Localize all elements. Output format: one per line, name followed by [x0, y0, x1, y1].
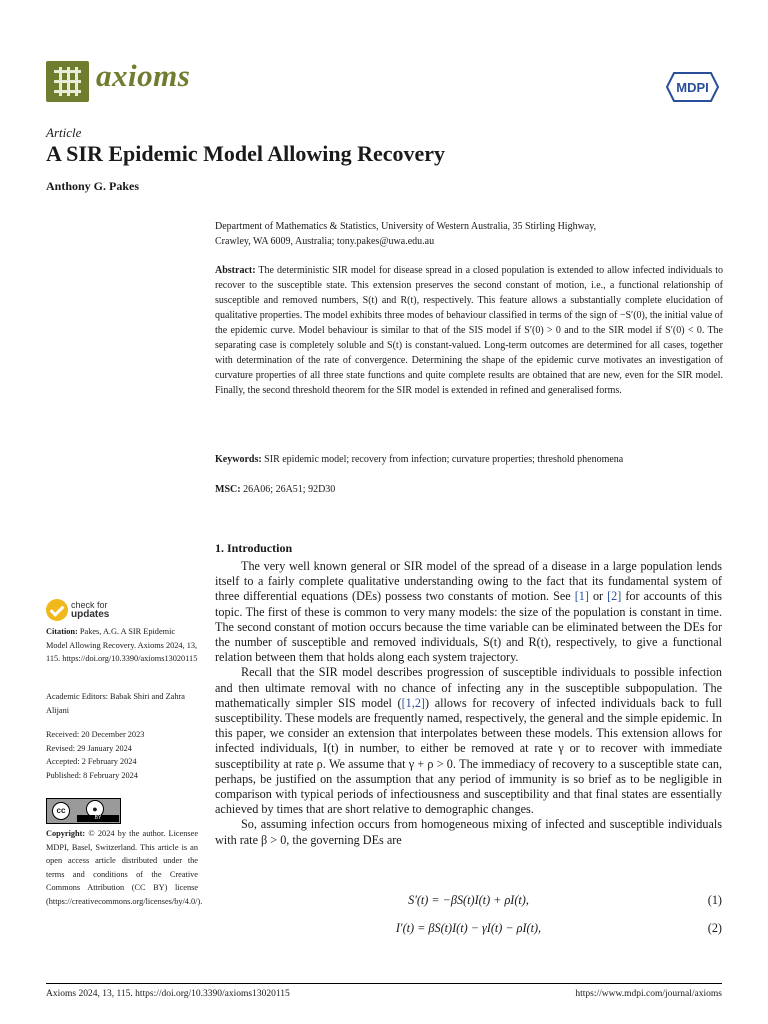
publisher-logo[interactable]: [666, 72, 719, 102]
msc-label: MSC:: [215, 484, 241, 495]
journal-logo-icon: [46, 61, 89, 102]
paragraph: So, assuming infection occurs from homogeneous mixing of infected and susceptible individuals with rate β > 0, the governing DEs are: [215, 817, 722, 847]
copyright-text: © 2024 by the author. Licensee MDPI, Basel, Switzerland. This article is an open access article distributed under the terms and conditions of the Creative Commons Attribution (CC BY) license (https://creativecommons.org/licenses/by/4.0/).: [46, 829, 203, 906]
keywords-label: Keywords:: [215, 454, 262, 465]
paragraph-text: Recall that the SIR model describes progression of susceptible individuals to possible infection and then ultimate removal with no chance of infecting any in the susceptible subpopulation. The mathematically simpler SIS model (: [215, 665, 722, 710]
keywords-text: SIR epidemic model; recovery from infection; curvature properties; threshold phenomena: [264, 454, 624, 465]
date-received: Received: 20 December 2023: [46, 730, 145, 739]
by-label: BY: [77, 815, 119, 822]
person-icon: ●: [86, 800, 104, 818]
cc-icon: cc: [52, 802, 70, 820]
keywords: [215, 452, 723, 467]
equation-number: (1): [707, 893, 722, 907]
footer-divider: [46, 983, 722, 984]
affiliation-line: Crawley, WA 6009, Australia; tony.pakes@uwa.edu.au: [215, 236, 435, 247]
copyright-label: Copyright:: [46, 829, 86, 838]
date-revised: Revised: 29 January 2024: [46, 743, 132, 753]
paragraph-text: for accounts of this topic. The first of these is common to very many models: the size of the population is constant in time. The second constant of motion occurs because the time variable can be eliminated between the DEs for the number of susceptible and removed individuals, S(t) and R(t), respectively, to give a functional relation between them that holds along each system trajectory.: [215, 589, 722, 665]
paragraph-text: ) allows for recovery of infected individuals back to full susceptibility. These models are frequently named, respectively, the general and the simple epidemic. In this paper, we consider an extension that interpolates between these models. This extension allows for infected individuals, I(t) in number, to either be removed at rate γ or to recover with immediate susceptibility at rate ρ. We assume that γ + ρ > 0. The immediacy of recovery to a susceptible state can, perhaps, be justified on the assumption that any period of immunity is so brief as to be negligible in comparison with typical periods of infectiousness and susceptibility and that final states are essentially achieved by times that are short relative to demographic changes.: [215, 695, 722, 817]
article-type: Article: [46, 125, 82, 140]
reference-link[interactable]: [1]: [574, 589, 589, 604]
paragraph-text: or: [588, 589, 608, 604]
copyright: [46, 827, 203, 909]
date-published: Published: 8 February 2024: [46, 770, 138, 780]
academic-editors: Academic Editors: Babak Shiri and Zahra Alijani: [46, 692, 185, 715]
check-for-updates-label: [71, 600, 109, 620]
page-title: A SIR Epidemic Model Allowing Recovery: [46, 141, 446, 166]
citation-label: Citation:: [46, 627, 78, 636]
equation-body: I′(t) = βS(t)I(t) − γI(t) − ρI(t),: [395, 921, 542, 935]
section-heading: 1. Introduction: [215, 541, 293, 555]
footer-citation[interactable]: Axioms 2024, 13, 115. https://doi.org/10.3390/axioms13020115: [46, 989, 290, 999]
paragraph: [215, 665, 722, 817]
check-icon: [46, 599, 68, 621]
equation-body: S′(t) = −βS(t)I(t) + ρI(t),: [408, 893, 529, 907]
publisher-name: MDPI: [676, 80, 709, 95]
intro-body: [215, 559, 722, 848]
footer-journal-link[interactable]: https://www.mdpi.com/journal/axioms: [575, 989, 722, 999]
cc-by-license-icon[interactable]: [46, 798, 121, 824]
reference-link[interactable]: [1,2]: [401, 695, 425, 710]
date-accepted: Accepted: 2 February 2024: [46, 757, 137, 767]
check-for-updates-button[interactable]: [46, 599, 126, 623]
affiliation-line: Department of Mathematics & Statistics, University of Western Australia, 35 Stirling Highway,: [215, 221, 597, 232]
paragraph-text: The very well known general or SIR model of the spread of a disease in a large population lends itself to a fairly complete qualitative understanding owing to the fact that its fundamental system of three differential equations (DEs) possess two constants of motion. See: [215, 559, 722, 604]
citation: [46, 625, 198, 666]
check-line1: check for: [71, 600, 108, 610]
journal-name: axioms: [96, 58, 191, 93]
paragraph: [215, 559, 722, 665]
check-line2: updates: [71, 609, 110, 620]
reference-link[interactable]: [2]: [607, 589, 622, 604]
abstract-label: Abstract:: [215, 265, 256, 276]
affiliation: [215, 219, 723, 249]
dates: [46, 728, 198, 782]
citation-text[interactable]: Pakes, A.G. A SIR Epidemic Model Allowing Recovery. Axioms 2024, 13, 115. https://doi.org/10.3390/axioms13020115: [46, 627, 198, 664]
abstract: [215, 263, 723, 398]
equation-number: (2): [707, 921, 722, 935]
msc-text: 26A06; 26A51; 92D30: [243, 484, 336, 495]
abstract-text: The deterministic SIR model for disease spread in a closed population is extended to allow infected individuals to recover to the susceptible state. This extension preserves the second constant of motion, i.e., a functional relationship of susceptible and removed numbers, S(t) and R(t), respectively. This feature allows a substantially complete elucidation of qualitative properties. The model exhibits three modes of behaviour classified in terms of the sign of −S′(0), the initial value of the epidemic curve. Model behaviour is similar to that of the SIS model if S′(0) > 0 and to the SIR model if S′(0) < 0. The separating case is completely soluble and S(t) is constant-valued. Long-term outcomes are determined for all cases, together with determination of the rate of convergence. Determining the shape of the epidemic curve motivates an investigation of curvature properties of all three state functions and quite complete results are obtained that are new, even for the SIR model. Finally, the second threshold theorem for the SIR model is extended in refined and generalised forms.: [215, 265, 723, 396]
author-name[interactable]: Anthony G. Pakes: [46, 179, 140, 193]
msc-codes: [215, 482, 723, 497]
